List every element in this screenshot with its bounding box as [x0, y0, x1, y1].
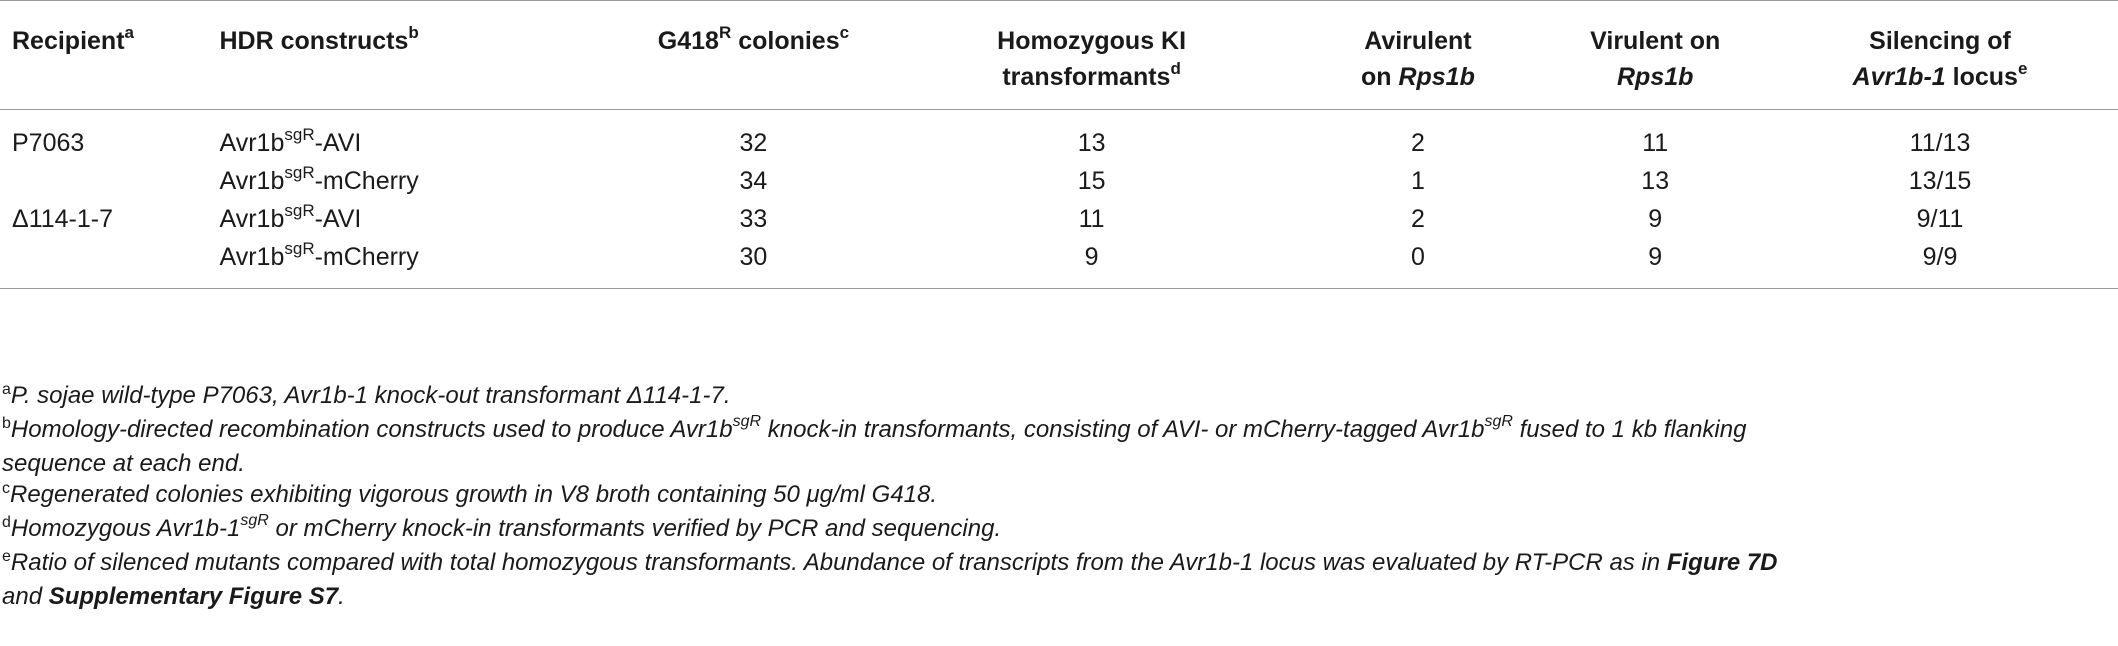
cell-recipient: Δ114-1-7 [12, 205, 114, 233]
cell-avirulent: 2 [1410, 205, 1425, 233]
cell-colonies: 34 [739, 167, 768, 195]
cell-homozygous: 15 [1077, 167, 1106, 195]
cell-virulent: 11 [1642, 129, 1669, 157]
figure-7d-ref: Figure 7D [1666, 549, 1778, 576]
cell-virulent: 9 [1548, 238, 1762, 289]
cell-construct: $Avr1b^{sgR}$-AVI [219, 200, 362, 233]
header-homozygous-ki: Homozygous KI transformants$^d$ [896, 1, 1288, 110]
header-g418-colonies: $G418^R$ colonies$^c$ [611, 1, 896, 110]
table-row [0, 110, 2118, 163]
cell-colonies: 33 [739, 205, 768, 233]
header-recipient: Recipient$^a$ [0, 1, 220, 110]
footnote-e: $^e$Ratio of silenced mutants compared with total homozygous transformants. Abundance of transcripts from the Avr1b-1 locus was evaluated by RT-PCR as in Figure 7D and Supplementary Figure S7. [2, 548, 1778, 610]
cell-virulent: 13 [1641, 167, 1670, 195]
footnote-c: $^c$Regenerated colonies exhibiting vigorous growth in V8 broth containing 50 μg/ml G418. [2, 480, 938, 508]
cell-virulent: 9 [1648, 205, 1663, 233]
cell-avirulent: 2 [1410, 129, 1425, 157]
cell-recipient [0, 162, 220, 200]
cell-avirulent: 1 [1410, 167, 1425, 195]
supp-figure-s7-ref: Supplementary Figure S7 [48, 583, 339, 610]
footnote-b: $^b$Homology-directed recombination constructs used to produce $Avr1b^{sgR}$ knock-in transformants, consisting of AVI- or mCherry-tagged $Avr1b^{sgR}$ fused to 1 kb flanking sequence at each end. [2, 413, 1747, 477]
table-header-row [0, 1, 2118, 110]
cell-avirulent: 0 [1287, 238, 1548, 289]
header-silencing: Silencing of Avr1b-1 locus$^e$ [1762, 1, 2118, 110]
cell-construct: $Avr1b^{sgR}$-AVI [219, 124, 362, 157]
header-hdr-constructs: HDR constructs$^b$ [220, 1, 612, 110]
footnote-d: $^d$Homozygous $Avr1b-1^{sgR}$ or mCherry knock-in transformants verified by PCR and sequencing. [2, 512, 1002, 542]
cell-homozygous: 11 [1078, 205, 1105, 233]
footnote-a: $^a$P. sojae wild-type P7063, Avr1b-1 knock-out transformant Δ114-1-7. [2, 381, 731, 409]
cell-recipient: P7063 [12, 129, 85, 157]
cell-homozygous: 9 [896, 238, 1288, 289]
results-table [0, 0, 2118, 289]
footnotes [0, 380, 2100, 612]
table-row [0, 238, 2118, 289]
cell-colonies: 30 [611, 238, 896, 289]
cell-construct: $Avr1b^{sgR}$-mCherry [220, 238, 612, 289]
table-row [0, 162, 2118, 200]
cell-homozygous: 13 [1077, 129, 1106, 157]
cell-colonies: 32 [739, 129, 768, 157]
header-avirulent: Avirulent on Rps1b [1287, 1, 1548, 110]
cell-recipient [0, 238, 220, 289]
table-container [0, 0, 2118, 289]
header-virulent: Virulent on Rps1b [1548, 1, 1762, 110]
table-row [0, 200, 2118, 238]
cell-silencing: 9/11 [1916, 205, 1964, 233]
cell-silencing: 11/13 [1909, 129, 1971, 157]
cell-silencing: 9/9 [1762, 238, 2118, 289]
cell-construct: $Avr1b^{sgR}$-mCherry [219, 162, 419, 195]
cell-silencing: 13/15 [1908, 167, 1972, 195]
